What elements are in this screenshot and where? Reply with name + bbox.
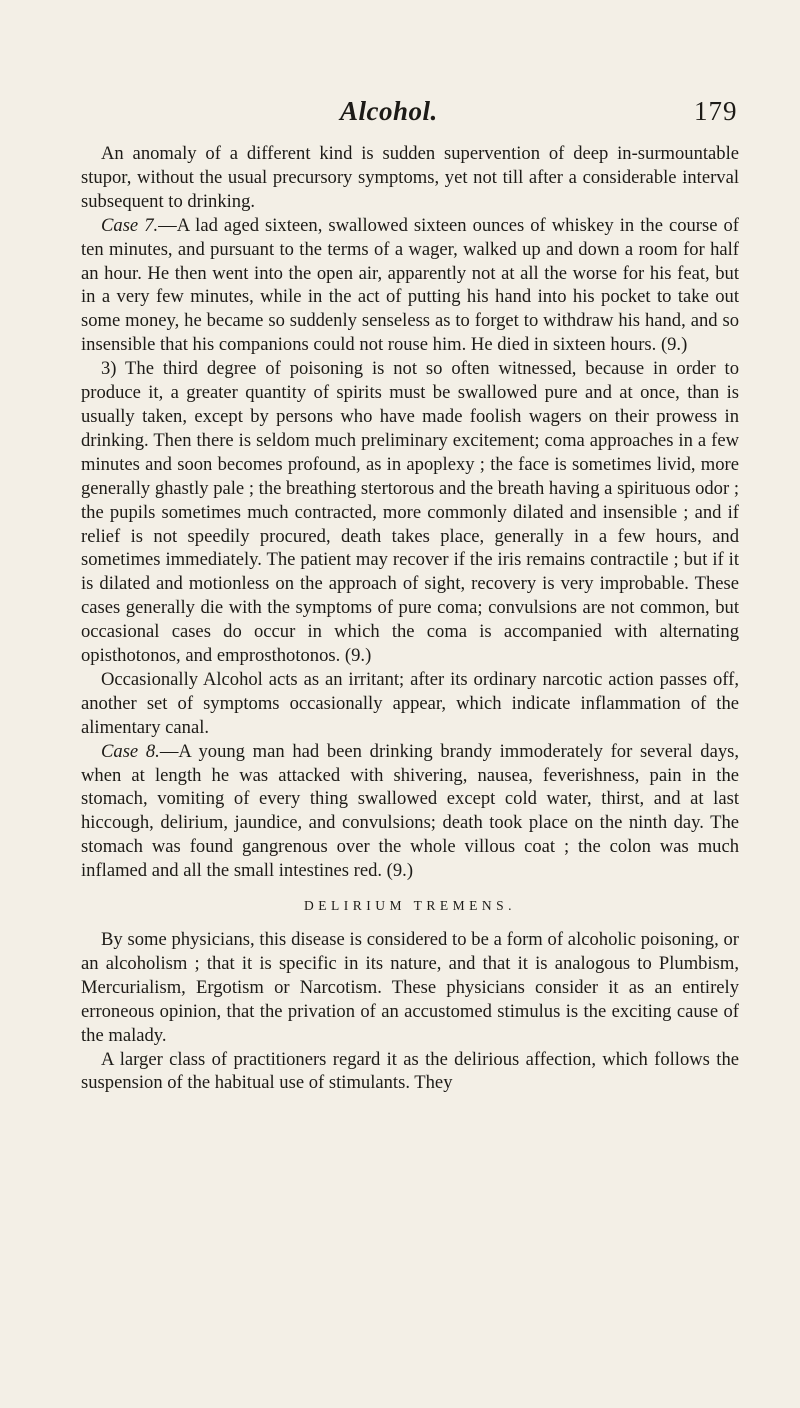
paragraph-physicians xyxy=(81,928,739,1048)
case-label: Case 8. xyxy=(101,740,160,762)
page-number: 179 xyxy=(694,96,738,126)
paragraph-text: An anomaly of a different kind is sudden supervention of deep in-surmountable stupor, without the usual precursory symptoms, yet not till after a considerable interval subsequent to drinking. xyxy=(81,143,739,212)
paragraph-practitioners xyxy=(81,1048,739,1096)
paragraph-text: A larger class of practitioners regard it as the delirious affection, which follows the suspension of the habitual use of stimulants. They xyxy=(81,1048,739,1094)
paragraph-text: —A lad aged sixteen, swallowed sixteen ounces of whiskey in the course of ten minutes, and pursuant to the terms of a wager, walked up and down a room for half an hour. He then went into the open air, apparently not at all the worse for his feat, but in a very few minutes, while in the act of putting his hand into his pocket to take out some money, he became so suddenly senseless as to forget to withdraw his hand, and so insensible that his companions could not rouse him. He died in sixteen hours. (9.) xyxy=(81,214,739,356)
body-text xyxy=(81,142,739,1095)
running-header xyxy=(0,96,800,136)
case-label: Case 7. xyxy=(101,214,159,236)
paragraph-anomaly xyxy=(81,142,739,214)
paragraph-case-7 xyxy=(81,214,739,357)
section-heading: DELIRIUM TREMENS. xyxy=(303,898,516,914)
paragraph-third-degree xyxy=(81,357,739,668)
paragraph-text: 3) The third degree of poisoning is not so often witnessed, because in order to produce it, a greater quantity of spirits must be swallowed pure and at once, than is usually taken, except by persons who have made foolish wagers on their prowess in drinking. Then there is seldom much preliminary excitement; coma approaches in a few minutes and soon becomes profound, as in apoplexy ; the face is sometimes livid, more generally ghastly pale ; the breathing stertorous and the breath having a spirituous odor ; the pupils sometimes much contracted, more commonly dilated and insensible ; and if relief is not speedily procured, death takes place, generally in a few hours, and sometimes immediately. The patient may recover if the iris remains contractile ; but if it is dilated and motionless on the approach of sight, recovery is very improbable. These cases generally die with the symptoms of pure coma; convulsions are not common, but occasional cases do occur in which the coma is accompanied with alternating opisthotonos, and emprosthotonos. (9.) xyxy=(81,358,739,667)
running-title: Alcohol. xyxy=(340,96,438,126)
paragraph-text: By some physicians, this disease is considered to be a form of alcoholic poisoning, or an alcoholism ; that it is specific in its nature, and that it is analogous to Plumbism, Mercurialism, Ergotism or Narcotism. These physicians consider it as an entirely erroneous opinion, that the privation of an accustomed stimulus is the exciting cause of the malady. xyxy=(81,929,739,1046)
paragraph-text: —A young man had been drinking brandy immoderately for several days, when at length he was attacked with shivering, nausea, feverishness, pain in the stomach, vomiting of every thing swallowed except cold water, thirst, and at last hiccough, delirium, jaundice, and convulsions; death took place on the ninth day. The stomach was found gangrenous over the whole villous coat ; the colon was much inflamed and all the small intestines red. (9.) xyxy=(81,740,739,882)
paragraph-case-8 xyxy=(81,740,739,883)
paragraph-irritant xyxy=(81,668,739,740)
paragraph-text: Occasionally Alcohol acts as an irritant; after its ordinary narcotic action passes off, another set of symptoms occasionally appear, which indicate inflammation of the alimentary canal. xyxy=(81,668,739,738)
